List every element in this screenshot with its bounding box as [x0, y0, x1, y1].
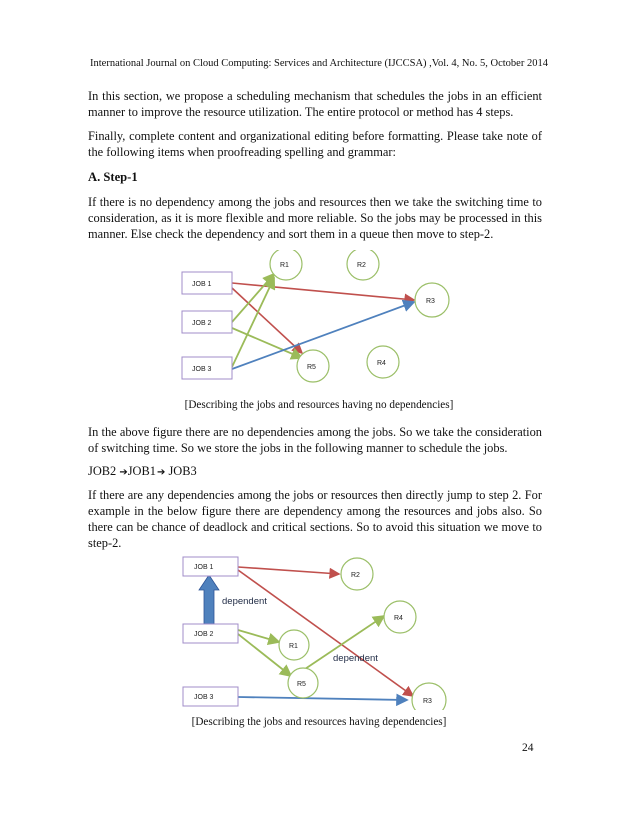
- job-order-job2: JOB2: [88, 464, 117, 478]
- job-label-2: JOB 2: [194, 631, 214, 638]
- job-label-1: JOB 1: [194, 564, 214, 571]
- arrow-job2-r1: [232, 274, 274, 322]
- arrow-job1-r2: [238, 567, 339, 574]
- page-number: 24: [522, 742, 534, 754]
- resource-label-r5: R5: [297, 681, 306, 688]
- figure-with-dependencies: [175, 550, 460, 710]
- resource-label-r4: R4: [394, 615, 403, 622]
- job-label-3: JOB 3: [192, 366, 212, 373]
- resource-label-r1: R1: [289, 643, 298, 650]
- job-order-job1: JOB1: [127, 464, 156, 478]
- paragraph-proofreading: Finally, complete content and organizational editing before formatting. Please take note of the following items when proofreading spelling and grammar:: [88, 129, 542, 159]
- arrow-job3-r1: [232, 278, 274, 367]
- job-order-job3: JOB3: [168, 464, 197, 478]
- job-order-arrow-2: ➔: [156, 467, 166, 478]
- job-order: [88, 464, 197, 479]
- dependent-label-1: dependent: [222, 596, 267, 607]
- resource-label-r4: R4: [377, 360, 386, 367]
- paragraph-intro: In this section, we propose a scheduling mechanism that schedules the jobs in an efficient manner to improve the resource utilization. The entire protocol or method has 4 steps.: [88, 89, 542, 119]
- resource-r3: [412, 683, 446, 710]
- resource-label-r1: R1: [280, 262, 289, 269]
- figure1-caption: [Describing the jobs and resources having no dependencies]: [184, 399, 454, 411]
- dependent-label-2: dependent: [333, 653, 378, 664]
- paragraph-switching: In the above figure there are no dependencies among the jobs. So we take the consideration of switching time. So we store the jobs in the following manner to schedule the jobs.: [88, 425, 542, 455]
- job-order-arrow-1: ➔: [119, 467, 128, 478]
- arrow-job3-r3: [238, 697, 407, 700]
- journal-header: International Journal on Cloud Computing: Services and Architecture (IJCCSA) ,Vol. 4, No. 5, October 2014: [90, 58, 548, 69]
- figure2-caption: [Describing the jobs and resources having dependencies]: [191, 716, 447, 728]
- resource-label-r2: R2: [351, 572, 360, 579]
- job-label-1: JOB 1: [192, 281, 212, 288]
- job-label-2: JOB 2: [192, 320, 212, 327]
- resource-label-r3: R3: [423, 698, 432, 705]
- job-label-3: JOB 3: [194, 694, 214, 701]
- dependency-arrow-job2-job1: [199, 575, 219, 625]
- section-heading: A. Step-1: [88, 170, 138, 184]
- figure-no-dependencies: [170, 250, 470, 385]
- resource-label-r5: R5: [307, 364, 316, 371]
- arrow-job1-r3: [238, 570, 413, 696]
- arrow-job2-r1: [238, 630, 279, 642]
- paragraph-step1: If there is no dependency among the jobs and resources then we take the switching time to consideration, as it is more flexible and more reliable. So the jobs may be processed in this manner. Else check the dependency and sort them in a queue then move to step-2.: [88, 195, 542, 241]
- resource-label-r3: R3: [426, 298, 435, 305]
- resource-label-r2: R2: [357, 262, 366, 269]
- paragraph-dependencies: If there are any dependencies among the jobs or resources then directly jump to step 2. For example in the below figure there are dependency among the resources and jobs also. So there can be chance of deadlock and critical sections. So to avoid this situation we move to step-2.: [88, 488, 542, 550]
